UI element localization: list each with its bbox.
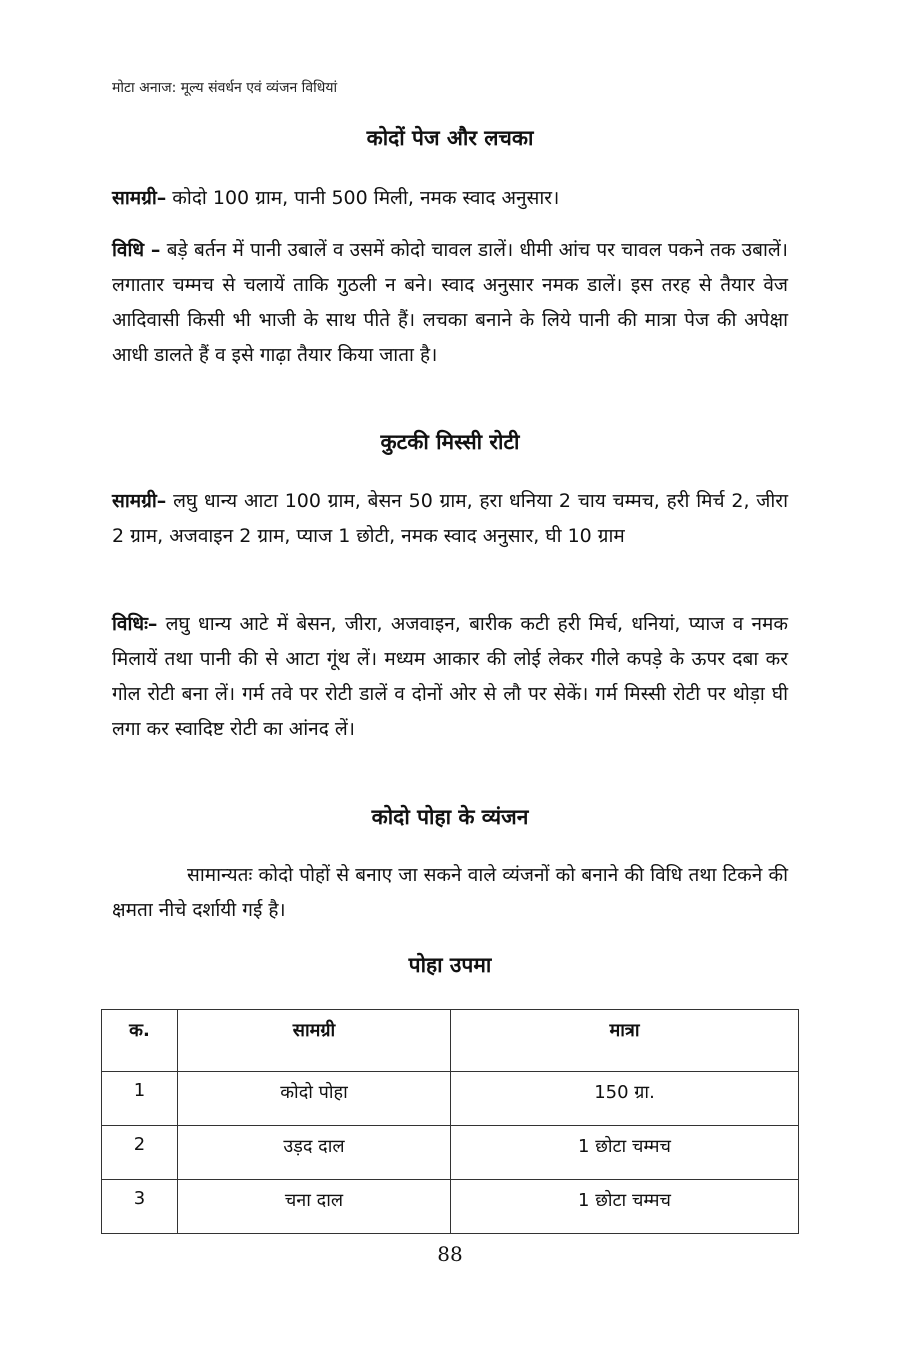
table-cell: कोदो पोहा: [178, 1072, 451, 1126]
table-row: [102, 1072, 799, 1126]
table-cell: 1: [102, 1072, 178, 1126]
ingredients-label: सामग्री–: [112, 490, 167, 512]
section-title-poha-upma: पोहा उपमा: [408, 953, 492, 977]
section-title-kodo-poha: कोदो पोहा के व्यंजन: [371, 805, 529, 829]
running-header: मोटा अनाज: मूल्य संवर्धन एवं व्यंजन विधियां: [112, 80, 338, 96]
ingredients-table: [101, 1009, 799, 1234]
ingredients-label: सामग्री–: [112, 187, 167, 209]
table-cell: चना दाल: [178, 1180, 451, 1234]
table-cell: 1 छोटा चम्मच: [451, 1180, 799, 1234]
method-text: बड़े बर्तन में पानी उबालें व उसमें कोदो चावल डालें। धीमी आंच पर चावल पकने तक उबालें। लगातार चम्मच से चलायें ताकि गुठली न बने। स्वाद अनुसार नमक डालें। इस तरह से तैयार वेज आदिवासी किसी भी भाजी के साथ पीते हैं। लचका बनाने के लिये पानी की मात्रा पेज की अपेक्षा आधी डालते हैं व इसे गाढ़ा तैयार किया जाता है।: [112, 239, 788, 366]
method-paragraph-2: [112, 607, 788, 747]
table-cell: 2: [102, 1126, 178, 1180]
ingredients-text: कोदो 100 ग्राम, पानी 500 मिली, नमक स्वाद अनुसार।: [166, 187, 560, 209]
method-text: लघु धान्य आटे में बेसन, जीरा, अजवाइन, बारीक कटी हरी मिर्च, धनियां, प्याज व नमक मिलायें तथा पानी की से आटा गूंथ लें। मध्यम आकार की लोई लेकर गीले कपड़े के ऊपर दबा कर गोल रोटी बना लें। गर्म तवे पर रोटी डालें व दोनों ओर से लौ पर सेकें। गर्म मिस्सी रोटी पर थोड़ा घी लगा कर स्वादिष्ट रोटी का आंनद लें।: [112, 613, 788, 740]
section-title-kutki-roti: कुटकी मिस्सी रोटी: [380, 430, 520, 454]
ingredients-paragraph-1: [112, 181, 788, 216]
method-label: विधिः–: [112, 613, 158, 635]
section-title-kodo-pej: कोदों पेज और लचका: [366, 126, 534, 150]
ingredients-paragraph-2: [112, 484, 788, 554]
table-cell: 1 छोटा चम्मच: [451, 1126, 799, 1180]
table-row: [102, 1180, 799, 1234]
table-cell: 3: [102, 1180, 178, 1234]
table-header-row: [102, 1010, 799, 1072]
intro-paragraph: सामान्यतः कोदो पोहों से बनाए जा सकने वाले व्यंजनों को बनाने की विधि तथा टिकने की क्षमता नीचे दर्शायी गई है।: [112, 864, 788, 921]
table-header-cell: क.: [102, 1010, 178, 1072]
table-header-cell: मात्रा: [451, 1010, 799, 1072]
method-label: विधि –: [112, 239, 161, 261]
table-cell: 150 ग्रा.: [451, 1072, 799, 1126]
page-number: 88: [437, 1242, 463, 1266]
ingredients-text: लघु धान्य आटा 100 ग्राम, बेसन 50 ग्राम, हरा धनिया 2 चाय चम्मच, हरी मिर्च 2, जीरा 2 ग्राम, अजवाइन 2 ग्राम, प्याज 1 छोटी, नमक स्वाद अनुसार, घी 10 ग्राम: [112, 490, 788, 547]
table-cell: उड़द दाल: [178, 1126, 451, 1180]
method-paragraph-1: [112, 233, 788, 373]
table-header-cell: सामग्री: [178, 1010, 451, 1072]
table-row: [102, 1126, 799, 1180]
